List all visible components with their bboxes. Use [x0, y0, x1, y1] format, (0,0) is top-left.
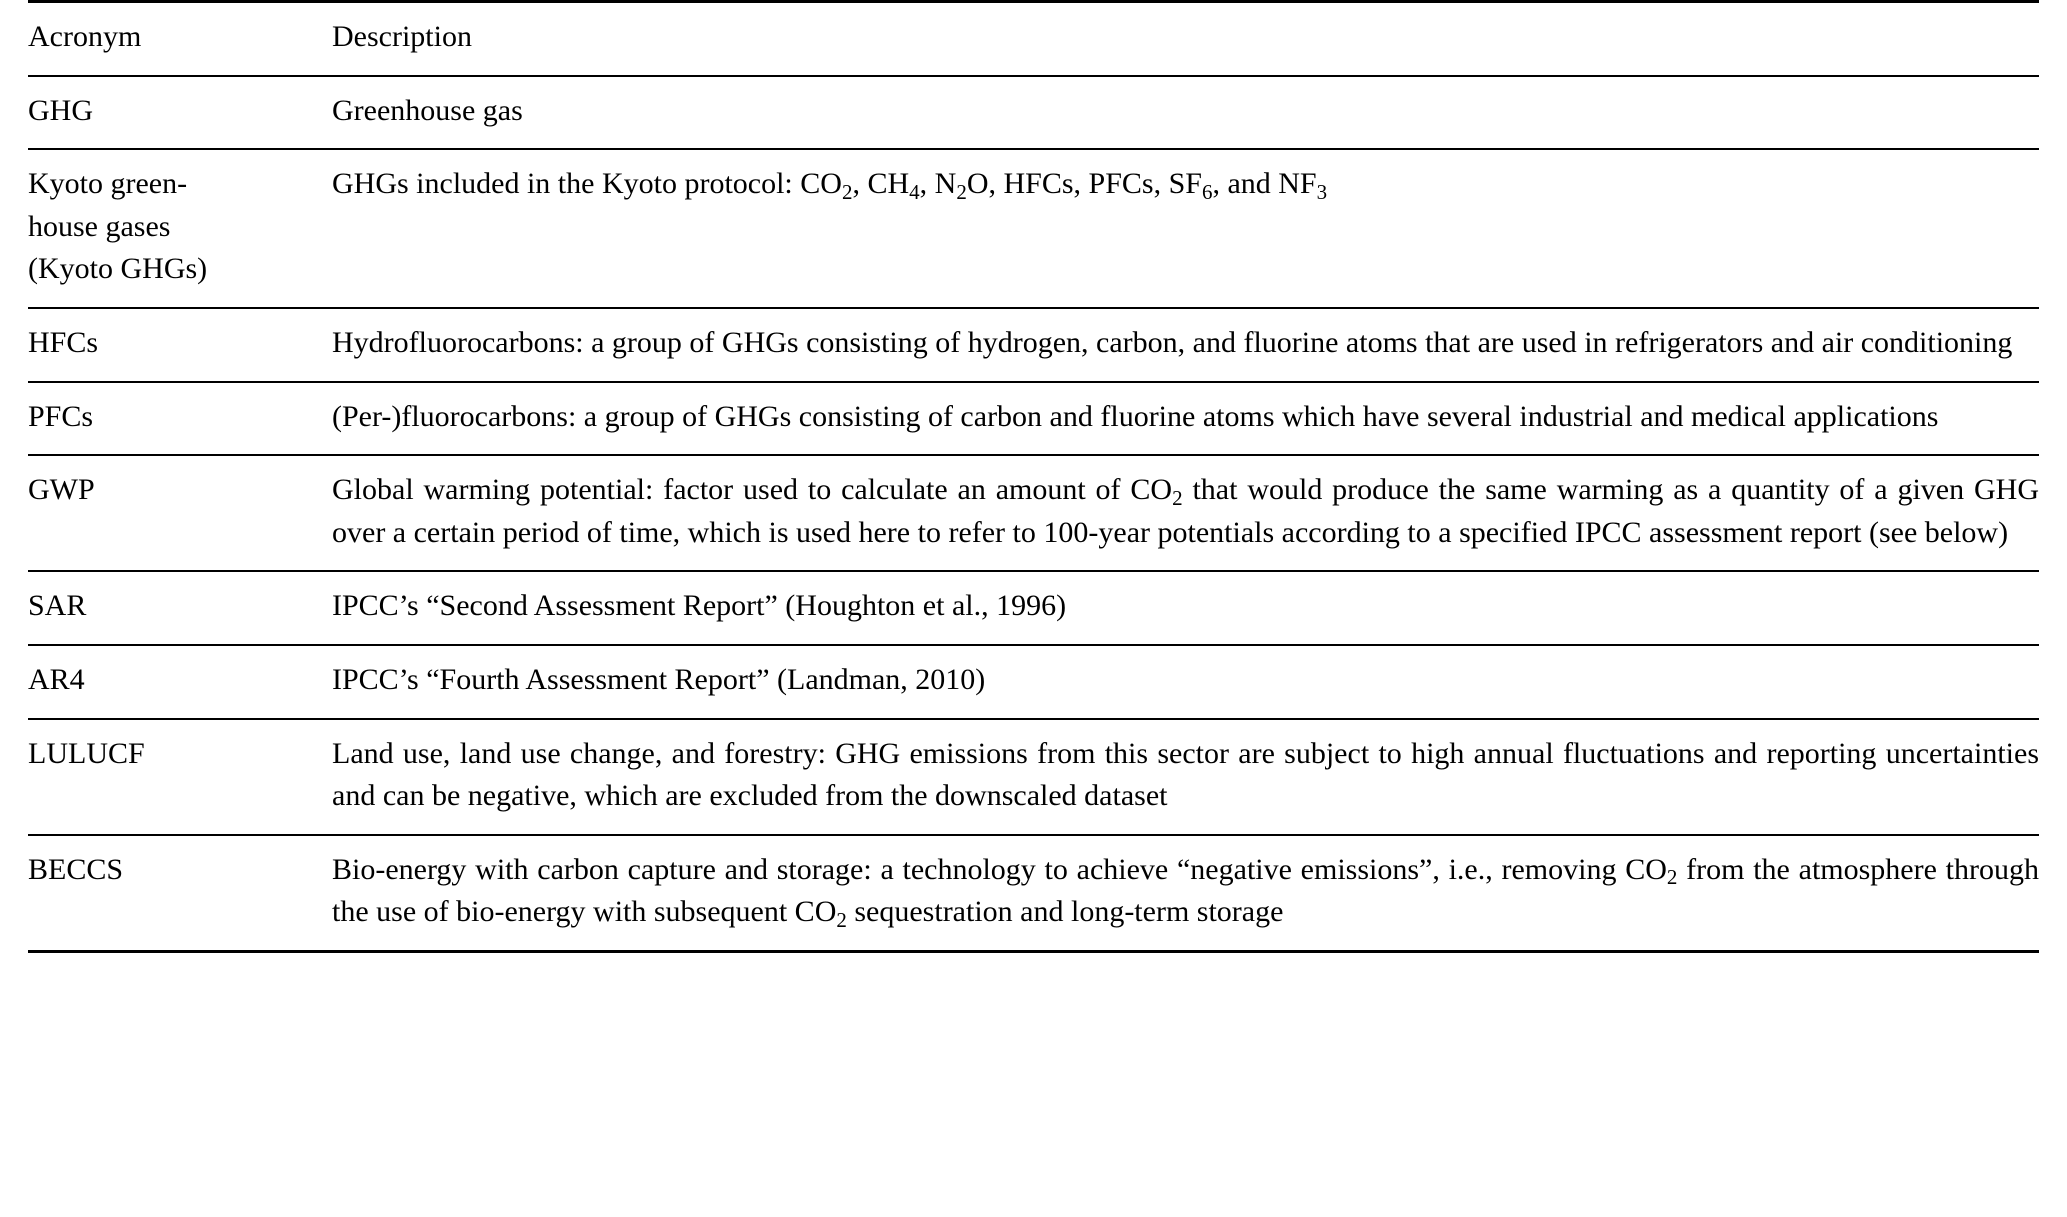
acronym-line-3: (Kyoto GHGs): [28, 252, 208, 286]
acronym-text: AR4: [28, 662, 85, 696]
description-text: Hydrofluorocarbons: a group of GHGs consisting of hydrogen, carbon, and fluorine atoms that are used in refrigerators and air conditioning: [332, 325, 2013, 359]
column-header-acronym: Acronym: [28, 2, 328, 76]
table-row-kyoto-ghgs: [28, 149, 2039, 308]
cell-description-gwp: [328, 455, 2039, 571]
cell-acronym-beccs: [28, 835, 328, 952]
description-text: IPCC’s “Second Assessment Report” (Houghton et al., 1996): [332, 589, 1067, 623]
table-row-beccs: [28, 835, 2039, 952]
acronym-text: SAR: [28, 589, 87, 623]
chemical-subscript: 2: [1172, 485, 1183, 510]
description-text: Bio-energy with carbon capture and storage: a technology to achieve “negative emissions”, i.e., removing $CO_2$ from the atmosphere through the use of bio-energy with subsequent $CO_2$ sequestration and long-term storage: [332, 852, 2039, 932]
cell-acronym-ghg: [28, 76, 328, 150]
cell-acronym-lulucf: [28, 719, 328, 835]
table-row-lulucf: [28, 719, 2039, 835]
cell-acronym-pfcs: [28, 382, 328, 456]
cell-description-ar4: [328, 645, 2039, 719]
acronym-text: [28, 163, 296, 291]
description-text: (Per-)fluorocarbons: a group of GHGs consisting of carbon and fluorine atoms which have several industrial and medical applications: [332, 399, 1939, 433]
acronym-line-2: house gases: [28, 209, 171, 243]
chemical-subscript: 2: [956, 179, 967, 204]
acronym-text: GHG: [28, 93, 93, 127]
acronym-line-1: Kyoto green-: [28, 167, 188, 201]
cell-description-pfcs: [328, 382, 2039, 456]
table-header: [28, 2, 2039, 76]
chemical-subscript: 6: [1201, 179, 1213, 204]
table-row-ghg: [28, 76, 2039, 150]
cell-description-ghg: [328, 76, 2039, 150]
cell-description-hfcs: [328, 308, 2039, 382]
table-row-gwp: [28, 455, 2039, 571]
cell-acronym-sar: [28, 571, 328, 645]
chemical-subscript: 3: [1316, 179, 1328, 204]
cell-description-sar: [328, 571, 2039, 645]
cell-description-kyoto-ghgs: [328, 149, 2039, 308]
cell-acronym-hfcs: [28, 308, 328, 382]
acronym-text: HFCs: [28, 325, 99, 359]
description-text: GHGs included in the Kyoto protocol: $CO_2$, $CH_4$, $N_2O$, HFCs, PFCs, $SF_6$, and $NF_3$: [332, 167, 1328, 204]
cell-description-beccs: [328, 835, 2039, 952]
acronym-description-table: [28, 0, 2039, 953]
table-header-row: [28, 2, 2039, 76]
acronym-text: GWP: [28, 473, 95, 507]
chemical-subscript: 2: [836, 907, 847, 932]
cell-acronym-kyoto-ghgs: [28, 149, 328, 308]
description-text: IPCC’s “Fourth Assessment Report” (Landman, 2010): [332, 662, 986, 696]
cell-description-lulucf: [328, 719, 2039, 835]
acronym-text: BECCS: [28, 852, 124, 886]
cell-acronym-ar4: [28, 645, 328, 719]
description-text: Global warming potential: factor used to calculate an amount of $CO_2$ that would produce the same warming as a quantity of a given GHG over a certain period of time, which is used here to refer to 100-year potentials according to a specified IPCC assessment report (see below): [332, 473, 2039, 549]
table-row-ar4: [28, 645, 2039, 719]
description-text: Land use, land use change, and forestry: GHG emissions from this sector are subject to high annual fluctuations and reporting uncertainties and can be negative, which are excluded from the downscaled dataset: [332, 736, 2039, 813]
description-text: Greenhouse gas: [332, 93, 523, 127]
chemical-subscript: 2: [1666, 865, 1678, 890]
table-row-hfcs: [28, 308, 2039, 382]
acronym-text: PFCs: [28, 399, 94, 433]
table-row-pfcs: [28, 382, 2039, 456]
column-header-description: Description: [328, 2, 2039, 76]
chemical-subscript: 2: [841, 179, 853, 204]
table-body: [28, 76, 2039, 952]
cell-acronym-gwp: [28, 455, 328, 571]
table-row-sar: [28, 571, 2039, 645]
acronym-text: LULUCF: [28, 736, 145, 770]
chemical-subscript: 4: [909, 179, 920, 204]
